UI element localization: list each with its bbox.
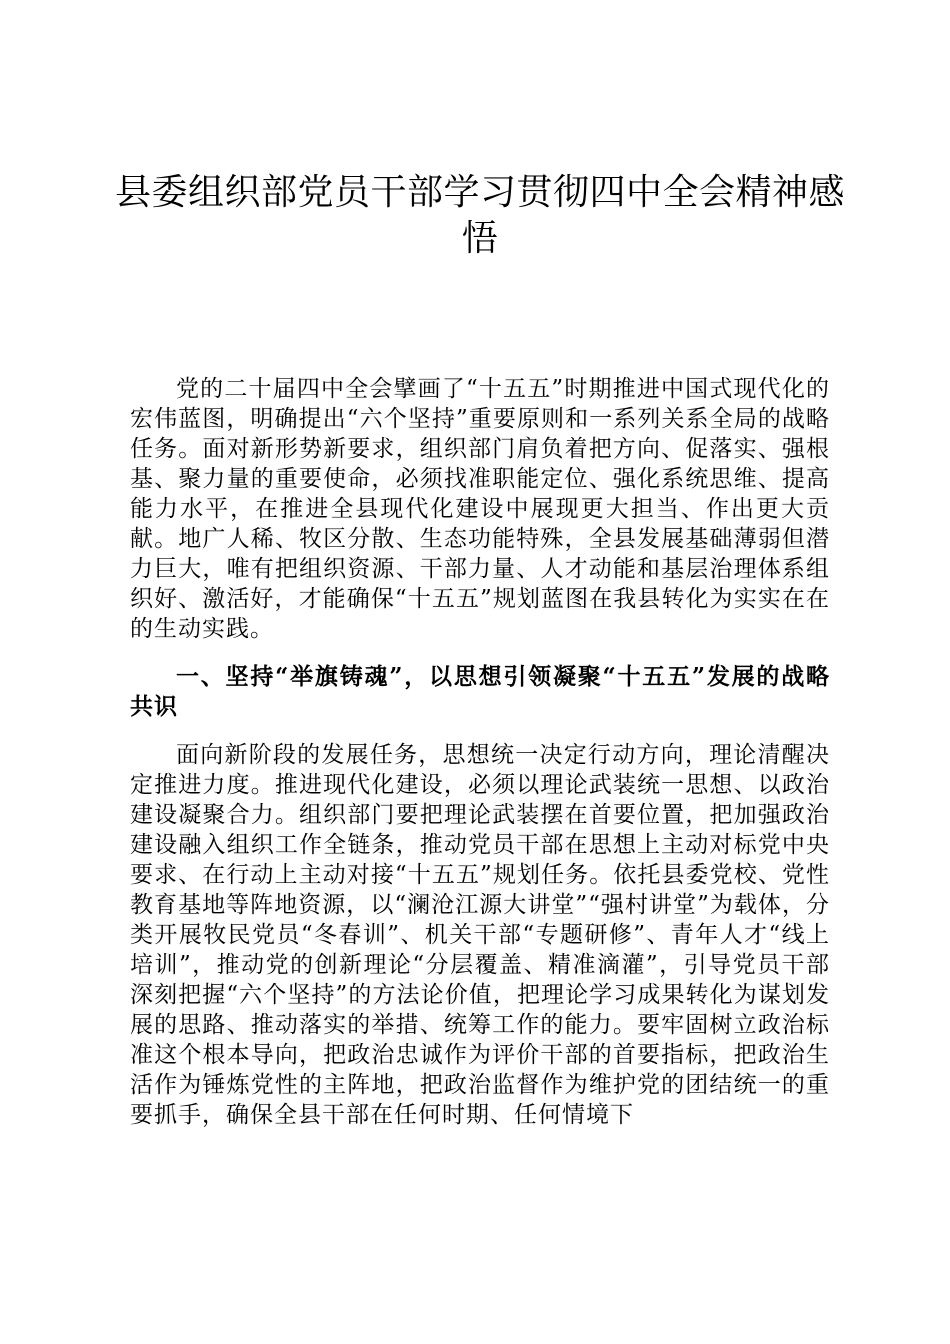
intro-paragraph: 党的二十届四中全会擘画了“十五五”时期推进中国式现代化的宏伟蓝图，明确提出“六个坚持”重要原则和一系列关系全局的战略任务。面对新形势新要求，组织部门肩负着把方向、促落实、强根基、聚力量的重要使命，必须找准职能定位、强化系统思维、提高能力水平，在推进全县现代化建设中展现更大担当、作出更大贡献。地广人稀、牧区分散、生态功能特殊，全县发展基础薄弱但潜力巨大，唯有把组织资源、干部力量、人才动能和基层治理体系组织好、激活好，才能确保“十五五”规划蓝图在我县转化为实实在在的生动实践。 [130, 376, 830, 642]
section-1-heading: 一、坚持“举旗铸魂”，以思想引领凝聚“十五五”发展的战略共识 [130, 663, 830, 720]
section-1-paragraph: 面向新阶段的发展任务，思想统一决定行动方向，理论清醒决定推进力度。推进现代化建设，必须以理论武装统一思想、以政治建设凝聚合力。组织部门要把理论武装摆在首要位置，把加强政治建设融入组织工作全链条，推动党员干部在思想上主动对标党中央要求、在行动上主动对接“十五五”规划任务。依托县委党校、党性教育基地等阵地资源，以“澜沧江源大讲堂”“强村讲堂”为载体，分类开展牧民党员“冬春训”、机关干部“专题研修”、青年人才“线上培训”，推动党的创新理论“分层覆盖、精准滴灌”，引导党员干部深刻把握“六个坚持”的方法论价值，把理论学习成果转化为谋划发展的思路、推动落实的举措、统筹工作的能力。要牢固树立政治标准这个根本导向，把政治忠诚作为评价干部的首要指标，把政治生活作为锤炼党性的主阵地，把政治监督作为维护党的团结统一的重要抓手，确保全县干部在任何时期、任何情境下 [130, 742, 830, 1128]
document-title: 县委组织部党员干部学习贯彻四中全会精神感悟 [114, 172, 845, 259]
